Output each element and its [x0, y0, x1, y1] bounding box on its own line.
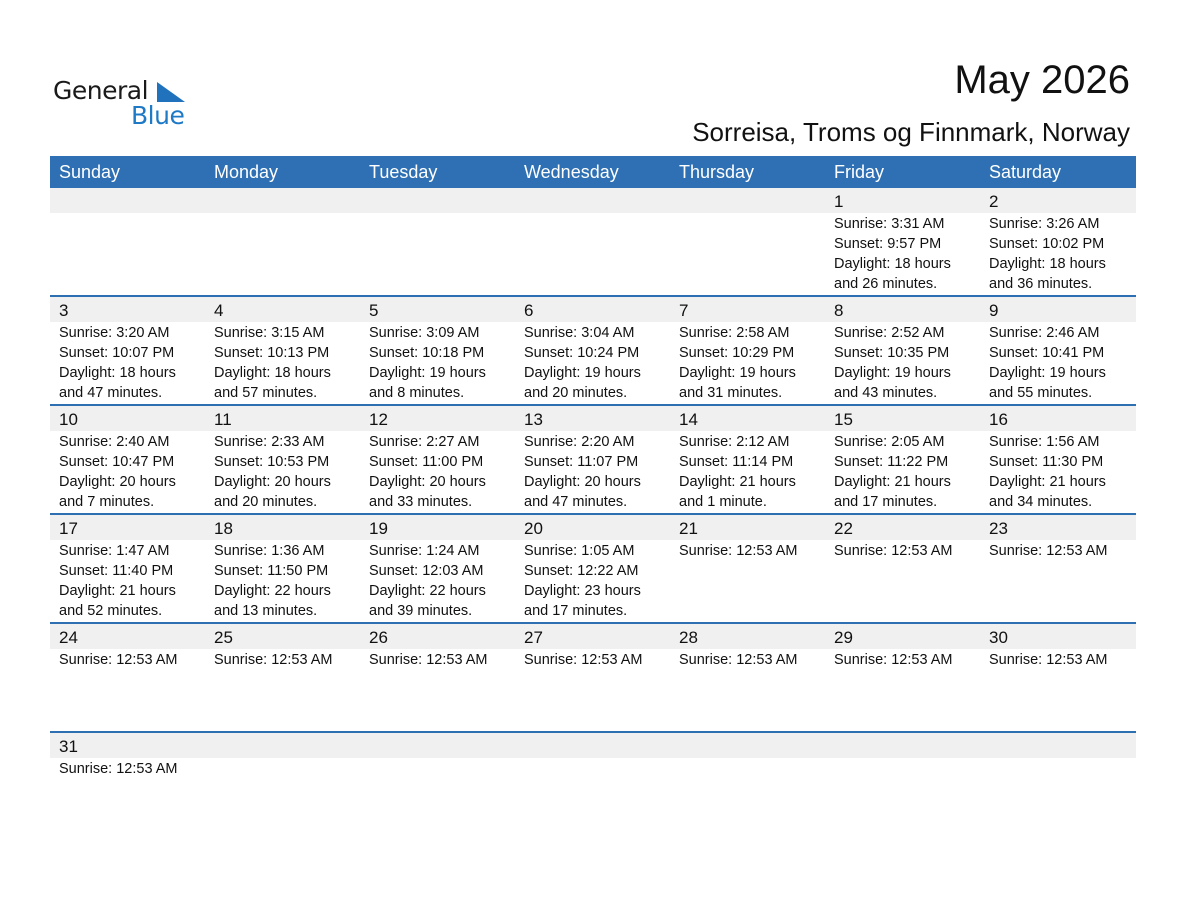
day-number: 21 [679, 519, 698, 538]
day-number [360, 733, 515, 758]
day-cell [515, 431, 670, 513]
day-number [825, 733, 980, 758]
sunrise-text: Sunrise: 1:05 AM [524, 543, 635, 559]
sunset-text: Sunset: 11:30 PM [989, 454, 1104, 470]
weekday-tuesday: Tuesday [369, 162, 438, 182]
sunrise-text: Sunrise: 12:53 AM [59, 652, 178, 668]
day-cell [360, 758, 515, 818]
sunrise-text: Sunrise: 3:15 AM [214, 325, 325, 341]
day-number: 5 [369, 301, 379, 320]
day-number [50, 188, 205, 213]
day-info-band [50, 649, 1136, 731]
sunset-text: Sunset: 10:41 PM [989, 345, 1105, 361]
day-number: 2 [989, 192, 999, 211]
daylight-minutes-text: and 8 minutes. [369, 385, 465, 401]
sunrise-text: Sunrise: 2:33 AM [214, 434, 325, 450]
sunrise-text: Sunrise: 12:53 AM [214, 652, 333, 668]
daylight-text: Daylight: 20 hours [59, 474, 176, 490]
weekday-thursday: Thursday [679, 162, 755, 182]
day-cell [825, 758, 980, 818]
daylight-minutes-text: and 33 minutes. [369, 494, 473, 510]
daylight-minutes-text: and 36 minutes. [989, 276, 1093, 292]
day-number: 27 [524, 628, 543, 647]
day-cell [980, 649, 1135, 731]
daylight-minutes-text: and 17 minutes. [524, 603, 628, 619]
day-cell [670, 540, 825, 622]
day-number-band [50, 515, 1136, 540]
day-cell [670, 758, 825, 818]
day-number [670, 188, 825, 213]
daylight-minutes-text: and 13 minutes. [214, 603, 318, 619]
day-number: 9 [989, 301, 999, 320]
daylight-text: Daylight: 20 hours [369, 474, 486, 490]
sunrise-text: Sunrise: 3:04 AM [524, 325, 635, 341]
sunset-text: Sunset: 11:14 PM [679, 454, 794, 470]
day-number [515, 188, 670, 213]
daylight-minutes-text: and 7 minutes. [59, 494, 155, 510]
sunrise-text: Sunrise: 12:53 AM [59, 761, 178, 777]
week-row [50, 404, 1136, 513]
daylight-minutes-text: and 47 minutes. [59, 385, 163, 401]
day-cell [980, 431, 1135, 513]
sunrise-text: Sunrise: 12:53 AM [989, 543, 1108, 559]
day-cell [360, 431, 515, 513]
day-number: 15 [834, 410, 853, 429]
daylight-text: Daylight: 21 hours [834, 474, 951, 490]
day-cell [205, 649, 360, 731]
day-cell [50, 431, 205, 513]
daylight-text: Daylight: 22 hours [214, 583, 331, 599]
daylight-minutes-text: and 26 minutes. [834, 276, 938, 292]
day-number: 18 [214, 519, 233, 538]
day-number: 28 [679, 628, 698, 647]
day-number: 30 [989, 628, 1008, 647]
day-number: 13 [524, 410, 543, 429]
sunrise-text: Sunrise: 2:20 AM [524, 434, 635, 450]
day-info-band [50, 540, 1136, 622]
day-number: 22 [834, 519, 853, 538]
day-cell [205, 758, 360, 818]
day-number [205, 733, 360, 758]
day-cell [980, 322, 1135, 404]
day-number: 1 [834, 192, 844, 211]
daylight-minutes-text: and 43 minutes. [834, 385, 938, 401]
day-cell [515, 322, 670, 404]
sunset-text: Sunset: 10:47 PM [59, 454, 175, 470]
sunrise-text: Sunrise: 1:47 AM [59, 543, 170, 559]
daylight-minutes-text: and 34 minutes. [989, 494, 1093, 510]
day-info-band [50, 213, 1136, 295]
day-number: 31 [59, 737, 78, 756]
daylight-text: Daylight: 18 hours [59, 365, 176, 381]
day-cell [825, 213, 980, 295]
daylight-text: Daylight: 21 hours [989, 474, 1106, 490]
day-cell [825, 431, 980, 513]
day-info-band [50, 758, 1136, 818]
weekday-friday: Friday [834, 162, 885, 182]
daylight-text: Daylight: 19 hours [524, 365, 641, 381]
day-number: 4 [214, 301, 224, 320]
day-number: 16 [989, 410, 1008, 429]
sunset-text: Sunset: 11:00 PM [369, 454, 484, 470]
sunset-text: Sunset: 9:57 PM [834, 236, 942, 252]
sunrise-text: Sunrise: 12:53 AM [369, 652, 488, 668]
daylight-minutes-text: and 31 minutes. [679, 385, 783, 401]
sunset-text: Sunset: 11:50 PM [214, 563, 329, 579]
sunset-text: Sunset: 10:02 PM [989, 236, 1105, 252]
day-number: 8 [834, 301, 844, 320]
sunrise-text: Sunrise: 2:58 AM [679, 325, 790, 341]
day-number [205, 188, 360, 213]
daylight-minutes-text: and 47 minutes. [524, 494, 628, 510]
logo-text-blue: Blue [131, 101, 185, 130]
sunrise-text: Sunrise: 2:27 AM [369, 434, 480, 450]
day-number [360, 188, 515, 213]
sunrise-text: Sunrise: 3:31 AM [834, 216, 945, 232]
daylight-text: Daylight: 22 hours [369, 583, 486, 599]
day-number: 19 [369, 519, 388, 538]
day-number: 3 [59, 301, 69, 320]
day-number: 23 [989, 519, 1008, 538]
daylight-minutes-text: and 20 minutes. [524, 385, 628, 401]
day-number: 11 [214, 410, 232, 429]
day-cell [980, 758, 1135, 818]
sunrise-text: Sunrise: 2:05 AM [834, 434, 945, 450]
day-number: 6 [524, 301, 534, 320]
daylight-minutes-text: and 55 minutes. [989, 385, 1093, 401]
day-number [980, 733, 1135, 758]
day-number: 10 [59, 410, 78, 429]
sunrise-text: Sunrise: 3:20 AM [59, 325, 170, 341]
sunrise-text: Sunrise: 12:53 AM [679, 652, 798, 668]
day-info-band [50, 322, 1136, 404]
day-info-band [50, 431, 1136, 513]
sunrise-text: Sunrise: 12:53 AM [989, 652, 1108, 668]
day-cell [515, 649, 670, 731]
daylight-text: Daylight: 18 hours [214, 365, 331, 381]
day-cell [205, 322, 360, 404]
day-number-band [50, 297, 1136, 322]
daylight-text: Daylight: 23 hours [524, 583, 641, 599]
daylight-text: Daylight: 20 hours [214, 474, 331, 490]
daylight-minutes-text: and 57 minutes. [214, 385, 318, 401]
sunset-text: Sunset: 10:29 PM [679, 345, 795, 361]
day-cell [515, 213, 670, 295]
day-number: 7 [679, 301, 689, 320]
location-subtitle: Sorreisa, Troms og Finnmark, Norway [692, 117, 1130, 147]
weeks-container [50, 188, 1136, 818]
daylight-text: Daylight: 20 hours [524, 474, 641, 490]
weekday-header-row [50, 156, 1136, 188]
day-number: 14 [679, 410, 698, 429]
day-number: 17 [59, 519, 78, 538]
sunrise-text: Sunrise: 3:26 AM [989, 216, 1100, 232]
day-cell [670, 649, 825, 731]
sunset-text: Sunset: 10:07 PM [59, 345, 175, 361]
generalblue-logo [53, 76, 193, 132]
sunset-text: Sunset: 10:13 PM [214, 345, 330, 361]
logo-text-general: General [53, 76, 149, 105]
daylight-text: Daylight: 19 hours [369, 365, 486, 381]
day-cell [205, 213, 360, 295]
sunrise-text: Sunrise: 2:12 AM [679, 434, 790, 450]
day-cell [980, 540, 1135, 622]
day-number: 12 [369, 410, 388, 429]
daylight-text: Daylight: 19 hours [679, 365, 796, 381]
daylight-minutes-text: and 1 minute. [679, 494, 767, 510]
day-cell [825, 649, 980, 731]
day-cell [360, 649, 515, 731]
sunrise-text: Sunrise: 1:36 AM [214, 543, 325, 559]
day-cell [825, 322, 980, 404]
daylight-minutes-text: and 17 minutes. [834, 494, 938, 510]
week-row [50, 513, 1136, 622]
day-number-band [50, 733, 1136, 758]
day-number-band [50, 188, 1136, 213]
weekday-sunday: Sunday [59, 162, 121, 182]
daylight-text: Daylight: 18 hours [834, 256, 951, 272]
daylight-text: Daylight: 19 hours [989, 365, 1106, 381]
calendar-grid [50, 156, 1136, 818]
day-cell [50, 649, 205, 731]
sunrise-text: Sunrise: 3:09 AM [369, 325, 480, 341]
daylight-text: Daylight: 19 hours [834, 365, 951, 381]
sunset-text: Sunset: 10:35 PM [834, 345, 950, 361]
sunrise-text: Sunrise: 2:40 AM [59, 434, 170, 450]
day-number: 24 [59, 628, 78, 647]
sunrise-text: Sunrise: 2:46 AM [989, 325, 1100, 341]
day-number: 29 [834, 628, 853, 647]
sunset-text: Sunset: 10:18 PM [369, 345, 485, 361]
day-number [515, 733, 670, 758]
day-cell [50, 540, 205, 622]
sunset-text: Sunset: 10:24 PM [524, 345, 640, 361]
day-cell [670, 213, 825, 295]
sunrise-text: Sunrise: 1:56 AM [989, 434, 1100, 450]
sunset-text: Sunset: 12:03 AM [369, 563, 484, 579]
day-number: 26 [369, 628, 388, 647]
day-cell [670, 431, 825, 513]
sunset-text: Sunset: 10:53 PM [214, 454, 330, 470]
sunrise-text: Sunrise: 12:53 AM [834, 543, 953, 559]
daylight-minutes-text: and 52 minutes. [59, 603, 163, 619]
day-cell [980, 213, 1135, 295]
weekday-wednesday: Wednesday [524, 162, 619, 182]
day-cell [205, 431, 360, 513]
day-cell [515, 758, 670, 818]
day-cell [825, 540, 980, 622]
week-row [50, 295, 1136, 404]
daylight-text: Daylight: 21 hours [679, 474, 796, 490]
week-row [50, 622, 1136, 731]
day-cell [205, 540, 360, 622]
day-cell [360, 322, 515, 404]
day-number [670, 733, 825, 758]
sunset-text: Sunset: 11:07 PM [524, 454, 639, 470]
weekday-monday: Monday [214, 162, 279, 182]
daylight-minutes-text: and 39 minutes. [369, 603, 473, 619]
sunrise-text: Sunrise: 12:53 AM [679, 543, 798, 559]
sunrise-text: Sunrise: 1:24 AM [369, 543, 480, 559]
day-cell [50, 213, 205, 295]
day-number: 20 [524, 519, 543, 538]
daylight-text: Daylight: 18 hours [989, 256, 1106, 272]
day-cell [360, 540, 515, 622]
day-cell [50, 322, 205, 404]
sunset-text: Sunset: 12:22 AM [524, 563, 639, 579]
week-row [50, 188, 1136, 295]
day-cell [50, 758, 205, 818]
sunrise-text: Sunrise: 2:52 AM [834, 325, 945, 341]
logo-triangle-icon [157, 82, 185, 102]
day-cell [360, 213, 515, 295]
day-cell [670, 322, 825, 404]
daylight-text: Daylight: 21 hours [59, 583, 176, 599]
week-row [50, 731, 1136, 818]
day-cell [515, 540, 670, 622]
page-title: May 2026 [954, 58, 1130, 102]
sunset-text: Sunset: 11:40 PM [59, 563, 174, 579]
day-number-band [50, 624, 1136, 649]
daylight-minutes-text: and 20 minutes. [214, 494, 318, 510]
weekday-saturday: Saturday [989, 162, 1062, 182]
sunset-text: Sunset: 11:22 PM [834, 454, 949, 470]
day-number-band [50, 406, 1136, 431]
day-number: 25 [214, 628, 233, 647]
sunrise-text: Sunrise: 12:53 AM [524, 652, 643, 668]
sunrise-text: Sunrise: 12:53 AM [834, 652, 953, 668]
